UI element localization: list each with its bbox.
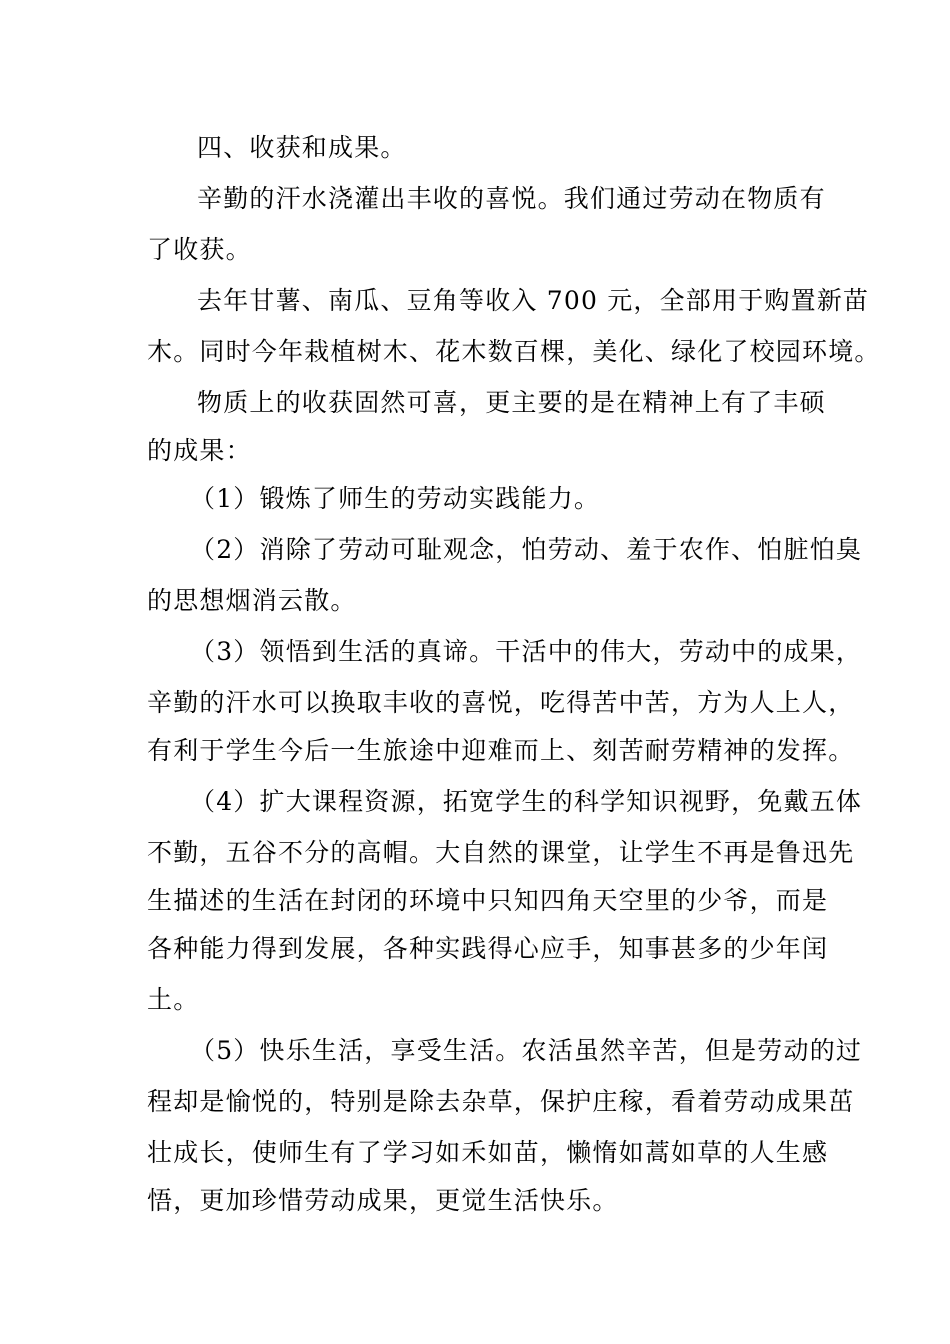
paragraph-line: 辛勤的汗水可以换取丰收的喜悦，吃得苦中苦，方为人上人，: [147, 688, 855, 717]
paragraph-line: 土。: [147, 985, 200, 1014]
list-item-line: （3）领悟到生活的真谛。干活中的伟大，劳动中的成果，: [190, 637, 863, 666]
paragraph-line: 悟，更加珍惜劳动成果，更觉生活快乐。: [147, 1186, 619, 1215]
paragraph-line: 壮成长，使师生有了学习如禾如苗，懒惰如蒿如草的人生感: [147, 1138, 829, 1167]
list-item-line: （5）快乐生活，享受生活。农活虽然辛苦，但是劳动的过: [190, 1036, 863, 1065]
list-item-line: （4）扩大课程资源，拓宽学生的科学知识视野，免戴五体: [190, 787, 863, 816]
paragraph-line: 木。同时今年栽植树木、花木数百棵，美化、绿化了校园环境。: [147, 337, 881, 366]
paragraph-line: 有利于学生今后一生旅途中迎难而上、刻苦耐劳精神的发挥。: [147, 736, 855, 765]
paragraph-line: 程却是愉悦的，特别是除去杂草，保护庄稼，看着劳动成果茁: [147, 1087, 855, 1116]
paragraph-line: 辛勤的汗水浇灌出丰收的喜悦。我们通过劳动在物质有: [197, 184, 826, 213]
paragraph-line: 物质上的收获固然可喜，更主要的是在精神上有了丰硕: [197, 388, 826, 417]
paragraph-line: 了收获。: [147, 235, 252, 264]
paragraph-line: 不勤，五谷不分的高帽。大自然的课堂，让学生不再是鲁迅先: [147, 838, 855, 867]
paragraph-line: 的思想烟消云散。: [147, 586, 357, 615]
paragraph-line: 的成果：: [147, 436, 252, 465]
paragraph-line: 生描述的生活在封闭的环境中只知四角天空里的少爷，而是: [147, 886, 829, 915]
list-item-line: （1）锻炼了师生的劳动实践能力。: [190, 484, 601, 513]
section-heading: 四、收获和成果。: [197, 133, 407, 162]
paragraph-line: 去年甘薯、南瓜、豆角等收入 700 元，全部用于购置新苗: [197, 286, 870, 315]
list-item-line: （2）消除了劳动可耻观念，怕劳动、羞于农作、怕脏怕臭: [190, 535, 863, 564]
paragraph-line: 各种能力得到发展，各种实践得心应手，知事甚多的少年闰: [147, 934, 829, 963]
